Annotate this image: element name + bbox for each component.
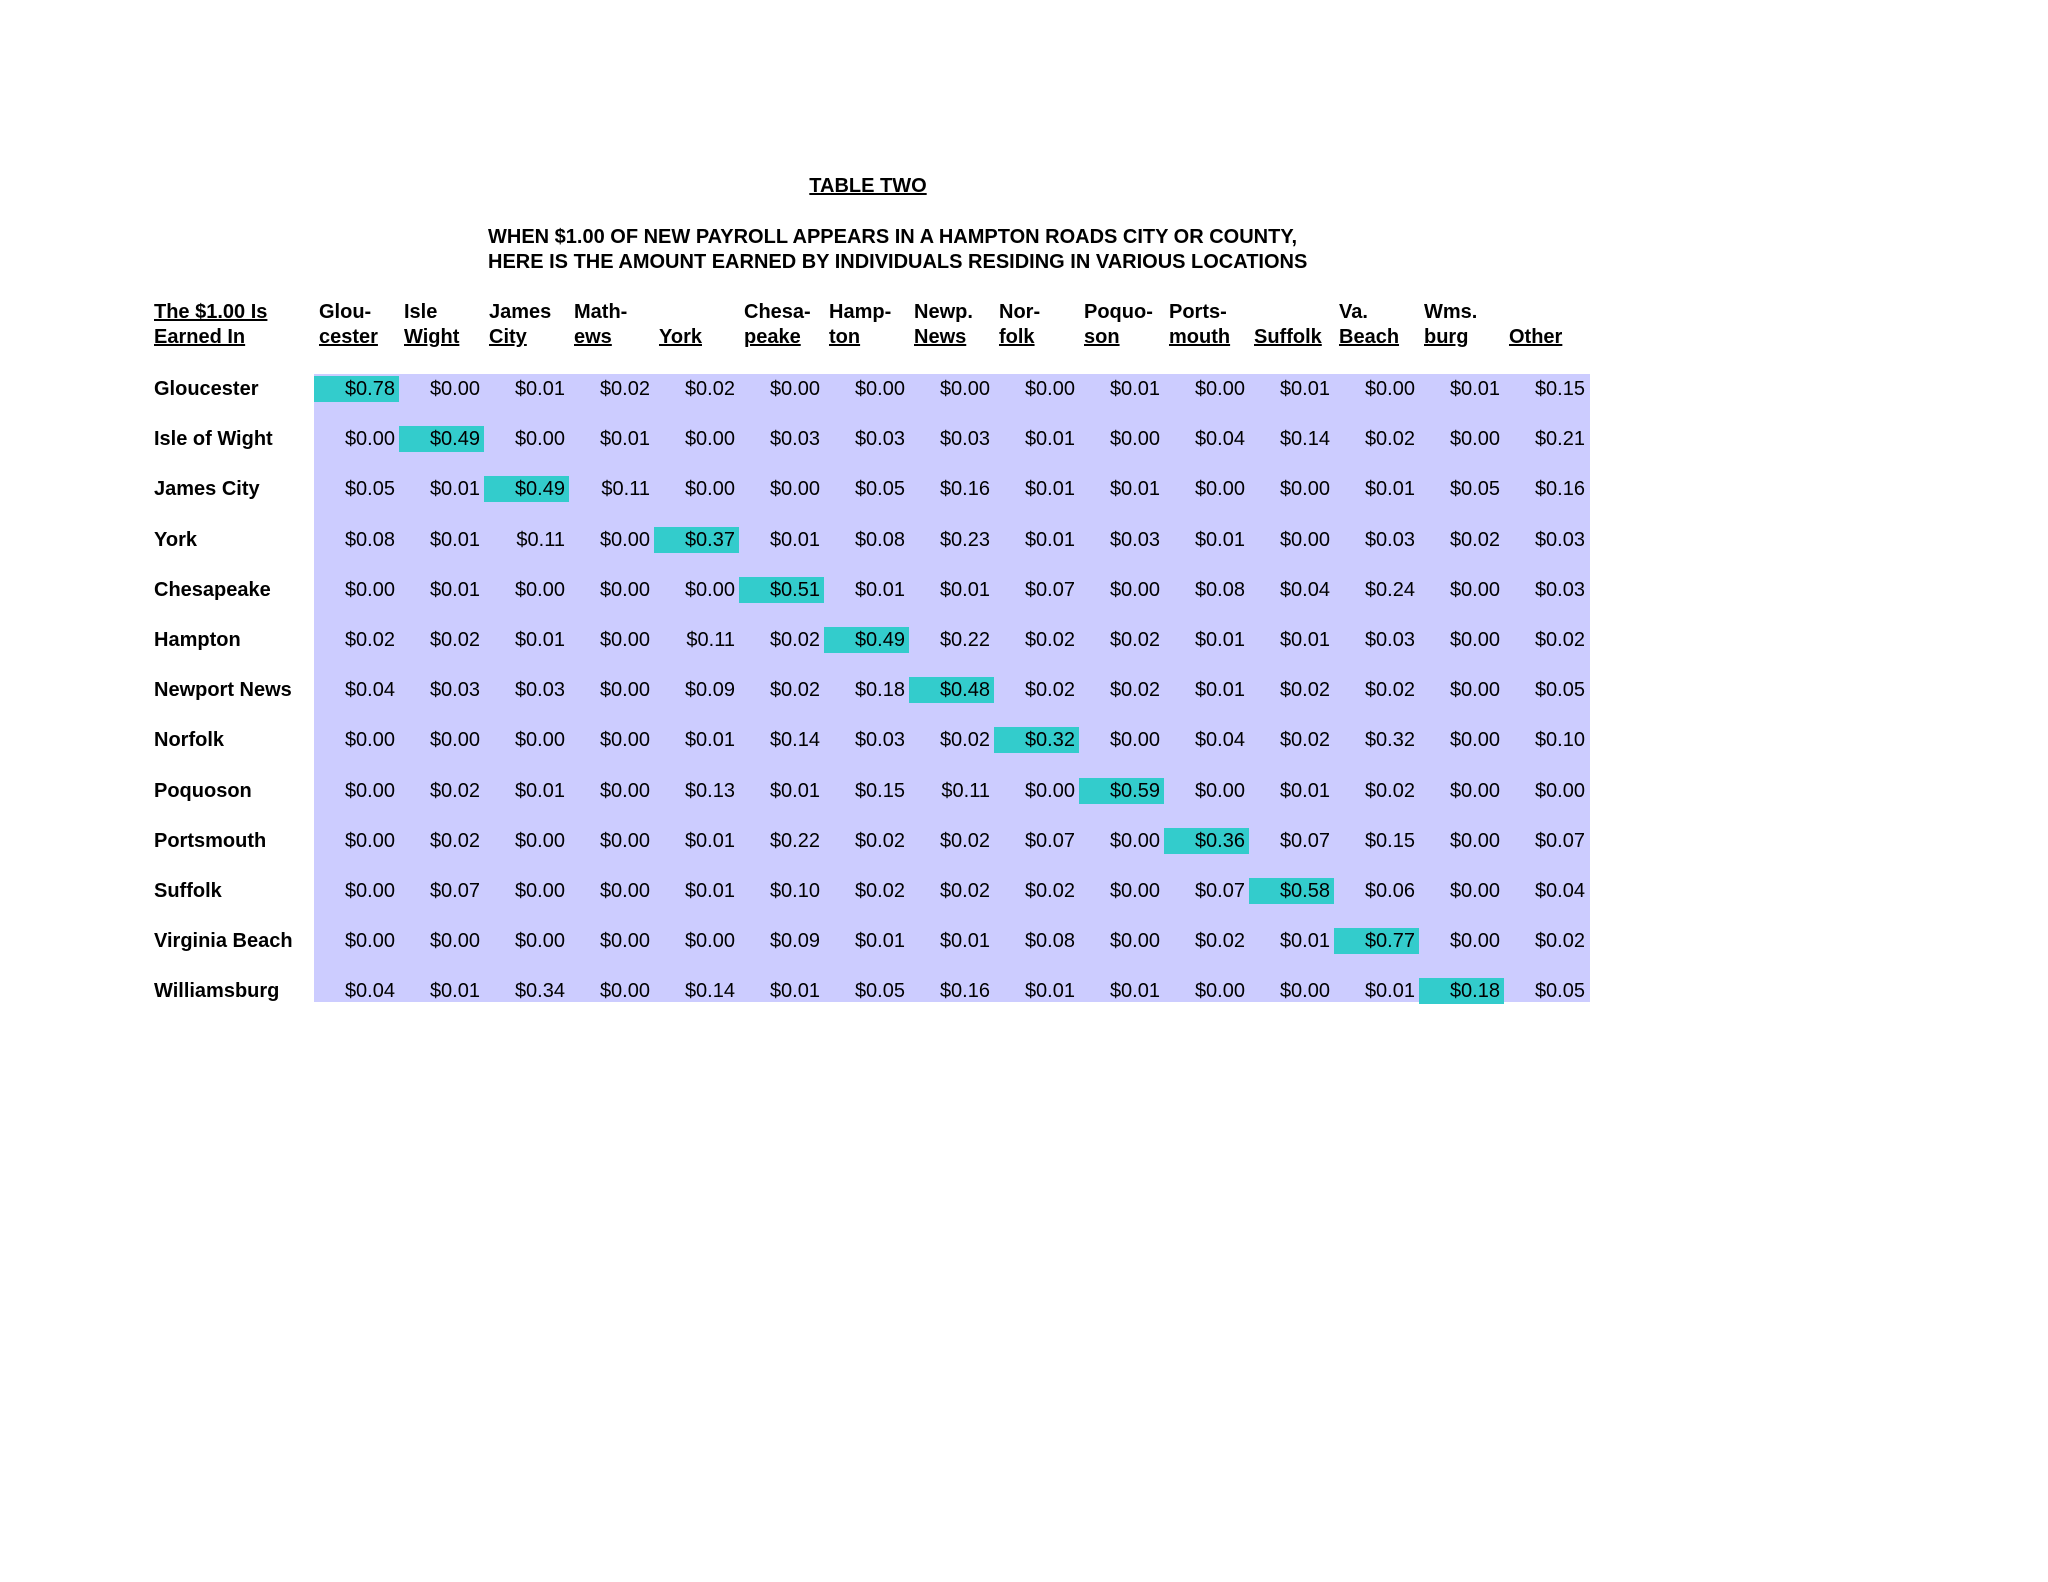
- table-cell: $0.09: [769, 930, 820, 952]
- table-cell: $0.32: [1364, 729, 1415, 751]
- table-cell: $0.00: [684, 478, 735, 500]
- column-header: [404, 300, 459, 350]
- table-cell: $0.01: [769, 980, 820, 1002]
- table-cell: $0.01: [1279, 930, 1330, 952]
- table-cell: $0.05: [854, 980, 905, 1002]
- column-header-line: James: [489, 301, 552, 323]
- column-header-line: Va.: [1339, 301, 1368, 323]
- table-cell: $0.01: [1364, 478, 1415, 500]
- table-cell: $0.00: [1279, 478, 1330, 500]
- table-cell: $0.05: [344, 478, 395, 500]
- table-cell: $0.16: [939, 478, 990, 500]
- table-cell: $0.11: [941, 780, 990, 802]
- table-cell: $0.02: [1279, 679, 1330, 701]
- table-cell: $0.00: [1449, 930, 1500, 952]
- table-cell: $0.08: [344, 529, 395, 551]
- table-cell: $0.01: [429, 478, 480, 500]
- table-cell: $0.00: [1449, 780, 1500, 802]
- table-cell-highlighted: $0.49: [824, 627, 909, 653]
- subtitle-line: HERE IS THE AMOUNT EARNED BY INDIVIDUALS RESIDING IN VARIOUS LOCATIONS: [488, 251, 1308, 273]
- table-cell: $0.01: [514, 780, 565, 802]
- table-row: [0, 426, 2048, 452]
- subtitle-line: WHEN $1.00 OF NEW PAYROLL APPEARS IN A HAMPTON ROADS CITY OR COUNTY,: [488, 226, 1297, 248]
- table-cell: $0.02: [429, 629, 480, 651]
- table-cell: $0.03: [1109, 529, 1160, 551]
- column-header-line: Other: [1509, 326, 1563, 348]
- table-cell: $0.08: [1024, 930, 1075, 952]
- row-header-line: Earned In: [154, 326, 246, 348]
- column-header-line: City: [489, 326, 527, 348]
- table-cell: $0.00: [514, 830, 565, 852]
- row-header-line: The $1.00 Is: [154, 301, 268, 323]
- table-cell: $0.00: [514, 880, 565, 902]
- table-cell: $0.02: [1534, 629, 1585, 651]
- table-cell: $0.00: [939, 378, 990, 400]
- table-cell-highlighted: $0.58: [1249, 878, 1334, 904]
- table-cell: $0.08: [854, 529, 905, 551]
- table-row: [0, 878, 2048, 904]
- table-cell: $0.02: [854, 880, 905, 902]
- table-cell: $0.00: [514, 930, 565, 952]
- table-cell-highlighted: $0.77: [1334, 928, 1419, 954]
- table-cell: $0.00: [1194, 378, 1245, 400]
- table-cell-highlighted: $0.37: [654, 527, 739, 553]
- table-row: [0, 828, 2048, 854]
- table-cell: $0.04: [344, 679, 395, 701]
- table-cell: $0.00: [1109, 830, 1160, 852]
- row-label: Norfolk: [154, 729, 224, 751]
- table-cell: $0.00: [1109, 729, 1160, 751]
- table-cell: $0.02: [1024, 880, 1075, 902]
- table-cell: $0.00: [1109, 579, 1160, 601]
- table-cell-highlighted: $0.36: [1164, 828, 1249, 854]
- table-cell: $0.07: [1024, 830, 1075, 852]
- table-cell: $0.02: [1534, 930, 1585, 952]
- table-cell: $0.00: [684, 428, 735, 450]
- column-header-line: mouth: [1169, 326, 1231, 348]
- row-label: Hampton: [154, 629, 241, 651]
- column-header-line: cester: [319, 326, 378, 348]
- table-cell: $0.05: [854, 478, 905, 500]
- table-row: [0, 527, 2048, 553]
- table-cell: $0.07: [1024, 579, 1075, 601]
- column-header: [914, 300, 973, 350]
- table-cell: $0.00: [599, 830, 650, 852]
- table-cell: $0.01: [1024, 428, 1075, 450]
- table-cell: $0.09: [684, 679, 735, 701]
- column-header-line: burg: [1424, 326, 1469, 348]
- column-header-line: York: [659, 326, 702, 348]
- table-cell: $0.03: [939, 428, 990, 450]
- table-row: [0, 778, 2048, 804]
- table-cell: $0.01: [1024, 529, 1075, 551]
- table-cell: $0.00: [1194, 780, 1245, 802]
- column-header: [1169, 300, 1230, 350]
- table-cell: $0.00: [599, 629, 650, 651]
- table-cell: $0.02: [429, 780, 480, 802]
- column-header: [489, 300, 551, 350]
- table-cell: $0.05: [1534, 679, 1585, 701]
- table-cell: $0.01: [1194, 529, 1245, 551]
- table-row: [0, 928, 2048, 954]
- table-cell: $0.05: [1534, 980, 1585, 1002]
- table-cell: $0.02: [939, 729, 990, 751]
- column-header: [574, 300, 627, 350]
- table-cell: $0.05: [1449, 478, 1500, 500]
- table-cell: $0.00: [599, 529, 650, 551]
- table-subtitle: [488, 225, 1307, 275]
- table-cell-highlighted: $0.49: [484, 476, 569, 502]
- column-header-line: peake: [744, 326, 801, 348]
- table-cell: $0.01: [769, 780, 820, 802]
- column-header: [829, 300, 891, 350]
- table-cell: $0.10: [1534, 729, 1585, 751]
- table-cell: $0.00: [599, 729, 650, 751]
- column-header: [319, 300, 378, 350]
- table-cell: $0.01: [939, 579, 990, 601]
- table-cell: $0.00: [1449, 729, 1500, 751]
- table-cell: $0.00: [769, 378, 820, 400]
- table-cell: $0.03: [1534, 529, 1585, 551]
- table-cell: $0.00: [1194, 478, 1245, 500]
- table-cell-highlighted: $0.32: [994, 727, 1079, 753]
- table-cell: $0.03: [1364, 529, 1415, 551]
- table-cell-highlighted: $0.48: [909, 677, 994, 703]
- table-cell: $0.03: [1534, 579, 1585, 601]
- table-cell: $0.01: [429, 529, 480, 551]
- row-label: James City: [154, 478, 260, 500]
- table-row: [0, 376, 2048, 402]
- table-cell: $0.02: [1364, 780, 1415, 802]
- table-cell: $0.02: [344, 629, 395, 651]
- table-row: [0, 677, 2048, 703]
- table-cell: $0.15: [1364, 830, 1415, 852]
- column-header-line: Math-: [574, 301, 628, 323]
- table-cell: $0.07: [1279, 830, 1330, 852]
- table-title: TABLE TWO: [809, 175, 927, 197]
- table-cell: $0.14: [769, 729, 820, 751]
- table-cell-highlighted: $0.49: [399, 426, 484, 452]
- row-label: Chesapeake: [154, 579, 271, 601]
- table-row: [0, 577, 2048, 603]
- table-cell: $0.00: [1449, 629, 1500, 651]
- table-cell: $0.02: [1194, 930, 1245, 952]
- table-cell: $0.00: [599, 930, 650, 952]
- table-cell: $0.00: [1109, 428, 1160, 450]
- table-cell: $0.01: [684, 880, 735, 902]
- table-cell: $0.04: [1279, 579, 1330, 601]
- table-cell: $0.00: [684, 579, 735, 601]
- table-cell: $0.01: [429, 980, 480, 1002]
- table-cell: $0.00: [1449, 679, 1500, 701]
- table-cell: $0.16: [939, 980, 990, 1002]
- table-cell: $0.22: [769, 830, 820, 852]
- table-cell: $0.16: [1534, 478, 1585, 500]
- table-cell: $0.01: [769, 529, 820, 551]
- table-row: [0, 727, 2048, 753]
- table-cell-highlighted: $0.78: [314, 376, 399, 402]
- table-cell: $0.07: [1194, 880, 1245, 902]
- table-cell: $0.00: [1194, 980, 1245, 1002]
- table-cell: $0.00: [1279, 980, 1330, 1002]
- table-cell-highlighted: $0.51: [739, 577, 824, 603]
- table-cell: $0.23: [939, 529, 990, 551]
- column-header: [659, 300, 702, 350]
- column-header-line: ton: [829, 326, 861, 348]
- column-header: [1254, 300, 1322, 350]
- table-cell: $0.01: [1024, 478, 1075, 500]
- table-cell: $0.00: [1024, 378, 1075, 400]
- table-cell: $0.01: [1194, 679, 1245, 701]
- table-cell: $0.08: [1194, 579, 1245, 601]
- column-header-line: Ports-: [1169, 301, 1227, 323]
- table-cell: $0.01: [1279, 629, 1330, 651]
- table-cell: $0.00: [344, 729, 395, 751]
- table-cell: $0.03: [1364, 629, 1415, 651]
- table-cell: $0.03: [429, 679, 480, 701]
- table-cell: $0.00: [1449, 428, 1500, 450]
- table-cell: $0.02: [684, 378, 735, 400]
- table-cell: $0.00: [1279, 529, 1330, 551]
- column-header-line: Wms.: [1424, 301, 1478, 323]
- table-cell: $0.01: [1109, 378, 1160, 400]
- table-cell: $0.14: [1279, 428, 1330, 450]
- row-label: Suffolk: [154, 880, 222, 902]
- column-header-line: Suffolk: [1254, 326, 1322, 348]
- row-label: York: [154, 529, 197, 551]
- table-cell: $0.02: [1364, 428, 1415, 450]
- table-cell: $0.07: [1534, 830, 1585, 852]
- column-header-line: ews: [574, 326, 612, 348]
- table-cell: $0.00: [344, 579, 395, 601]
- table-row: [0, 978, 2048, 1004]
- table-cell: $0.01: [1109, 980, 1160, 1002]
- table-cell: $0.15: [1534, 378, 1585, 400]
- table-cell: $0.21: [1534, 428, 1585, 450]
- row-header: [154, 300, 267, 350]
- table-cell: $0.03: [854, 729, 905, 751]
- table-cell: $0.10: [769, 880, 820, 902]
- row-label: Newport News: [154, 679, 292, 701]
- table-cell: $0.02: [854, 830, 905, 852]
- table-row: [0, 627, 2048, 653]
- column-header-line: Newp.: [914, 301, 973, 323]
- column-header: [744, 300, 811, 350]
- table-cell: $0.00: [1364, 378, 1415, 400]
- table-cell: $0.00: [599, 679, 650, 701]
- column-header: [1509, 300, 1562, 350]
- table-cell: $0.01: [939, 930, 990, 952]
- table-cell: $0.01: [854, 579, 905, 601]
- table-cell: $0.00: [1024, 780, 1075, 802]
- table-cell: $0.15: [854, 780, 905, 802]
- table-cell: $0.01: [599, 428, 650, 450]
- column-header-line: Nor-: [999, 301, 1041, 323]
- table-cell: $0.07: [429, 880, 480, 902]
- table-cell: $0.13: [684, 780, 735, 802]
- column-header-line: Isle: [404, 301, 438, 323]
- table-cell: $0.00: [344, 830, 395, 852]
- row-label: Poquoson: [154, 780, 252, 802]
- row-label: Gloucester: [154, 378, 259, 400]
- table-cell: $0.00: [599, 579, 650, 601]
- table-cell: $0.04: [1194, 428, 1245, 450]
- column-header-line: Poquo-: [1084, 301, 1153, 323]
- table-cell: $0.00: [514, 428, 565, 450]
- column-header: [1084, 300, 1153, 350]
- column-header-line: Hamp-: [829, 301, 892, 323]
- table-cell: $0.01: [684, 729, 735, 751]
- table-cell: $0.00: [1534, 780, 1585, 802]
- table-cell: $0.02: [1024, 679, 1075, 701]
- table-cell: $0.01: [1109, 478, 1160, 500]
- table-cell: $0.01: [1279, 378, 1330, 400]
- table-cell: $0.03: [769, 428, 820, 450]
- table-cell: $0.00: [344, 880, 395, 902]
- table-cell: $0.03: [514, 679, 565, 701]
- table-cell-highlighted: $0.18: [1419, 978, 1504, 1004]
- table-cell: $0.01: [514, 629, 565, 651]
- table-cell: $0.02: [1449, 529, 1500, 551]
- table-row: [0, 476, 2048, 502]
- table-cell: $0.14: [684, 980, 735, 1002]
- table-cell: $0.02: [599, 378, 650, 400]
- table-cell: $0.01: [1194, 629, 1245, 651]
- table-cell: $0.02: [939, 880, 990, 902]
- table-cell: $0.02: [1279, 729, 1330, 751]
- table-cell: $0.00: [1449, 880, 1500, 902]
- table-header: [0, 300, 2048, 352]
- table-cell: $0.01: [1024, 980, 1075, 1002]
- column-header-line: Beach: [1339, 326, 1400, 348]
- row-label: Portsmouth: [154, 830, 267, 852]
- table-cell: $0.18: [854, 679, 905, 701]
- row-label: Isle of Wight: [154, 428, 273, 450]
- table-cell: $0.02: [1024, 629, 1075, 651]
- table-cell: $0.02: [769, 679, 820, 701]
- table-cell: $0.00: [514, 729, 565, 751]
- table-cell: $0.01: [684, 830, 735, 852]
- table-cell: $0.00: [1449, 579, 1500, 601]
- column-header-line: [1509, 300, 1562, 325]
- row-label: Williamsburg: [154, 980, 280, 1002]
- table-cell: $0.01: [1364, 980, 1415, 1002]
- column-header: [1339, 300, 1399, 350]
- table-cell: $0.01: [429, 579, 480, 601]
- table-cell: $0.04: [1194, 729, 1245, 751]
- table-cell: $0.00: [1109, 880, 1160, 902]
- table-cell: $0.02: [1109, 629, 1160, 651]
- table-cell: $0.00: [769, 478, 820, 500]
- table-cell: $0.00: [344, 930, 395, 952]
- column-header-line: Wight: [404, 326, 460, 348]
- table-cell: $0.11: [686, 629, 735, 651]
- column-header-line: son: [1084, 326, 1120, 348]
- table-cell: $0.11: [516, 529, 565, 551]
- table-cell: $0.24: [1364, 579, 1415, 601]
- table-cell: $0.00: [429, 378, 480, 400]
- table-cell: $0.01: [854, 930, 905, 952]
- table-cell: $0.00: [1109, 930, 1160, 952]
- table-cell: $0.00: [1449, 830, 1500, 852]
- column-header-line: Chesa-: [744, 301, 811, 323]
- table-cell: $0.00: [599, 980, 650, 1002]
- table-cell: $0.00: [344, 780, 395, 802]
- table-cell: $0.34: [514, 980, 565, 1002]
- column-header-line: [659, 300, 702, 325]
- table-cell: $0.00: [514, 579, 565, 601]
- table-cell: $0.02: [429, 830, 480, 852]
- table-cell: $0.06: [1364, 880, 1415, 902]
- column-header: [1424, 300, 1477, 350]
- table-cell: $0.11: [601, 478, 650, 500]
- table-cell: $0.02: [939, 830, 990, 852]
- table-cell: $0.00: [599, 880, 650, 902]
- table-cell: $0.01: [1449, 378, 1500, 400]
- table-cell: $0.04: [344, 980, 395, 1002]
- table-cell-highlighted: $0.59: [1079, 778, 1164, 804]
- table-cell: $0.00: [344, 428, 395, 450]
- column-header-line: News: [914, 326, 967, 348]
- table-cell: $0.22: [939, 629, 990, 651]
- table-cell: $0.04: [1534, 880, 1585, 902]
- table-cell: $0.01: [1279, 780, 1330, 802]
- table-cell: $0.02: [1109, 679, 1160, 701]
- table-cell: $0.03: [854, 428, 905, 450]
- table-cell: $0.01: [514, 378, 565, 400]
- column-header: [999, 300, 1040, 350]
- column-header-line: [1254, 300, 1322, 325]
- column-header-line: folk: [999, 326, 1035, 348]
- table-cell: $0.02: [1364, 679, 1415, 701]
- table-cell: $0.00: [429, 729, 480, 751]
- column-header-line: Glou-: [319, 301, 372, 323]
- table-cell: $0.00: [599, 780, 650, 802]
- table-cell: $0.00: [429, 930, 480, 952]
- table-cell: $0.02: [769, 629, 820, 651]
- table-cell: $0.00: [684, 930, 735, 952]
- row-label: Virginia Beach: [154, 930, 293, 952]
- table-cell: $0.00: [854, 378, 905, 400]
